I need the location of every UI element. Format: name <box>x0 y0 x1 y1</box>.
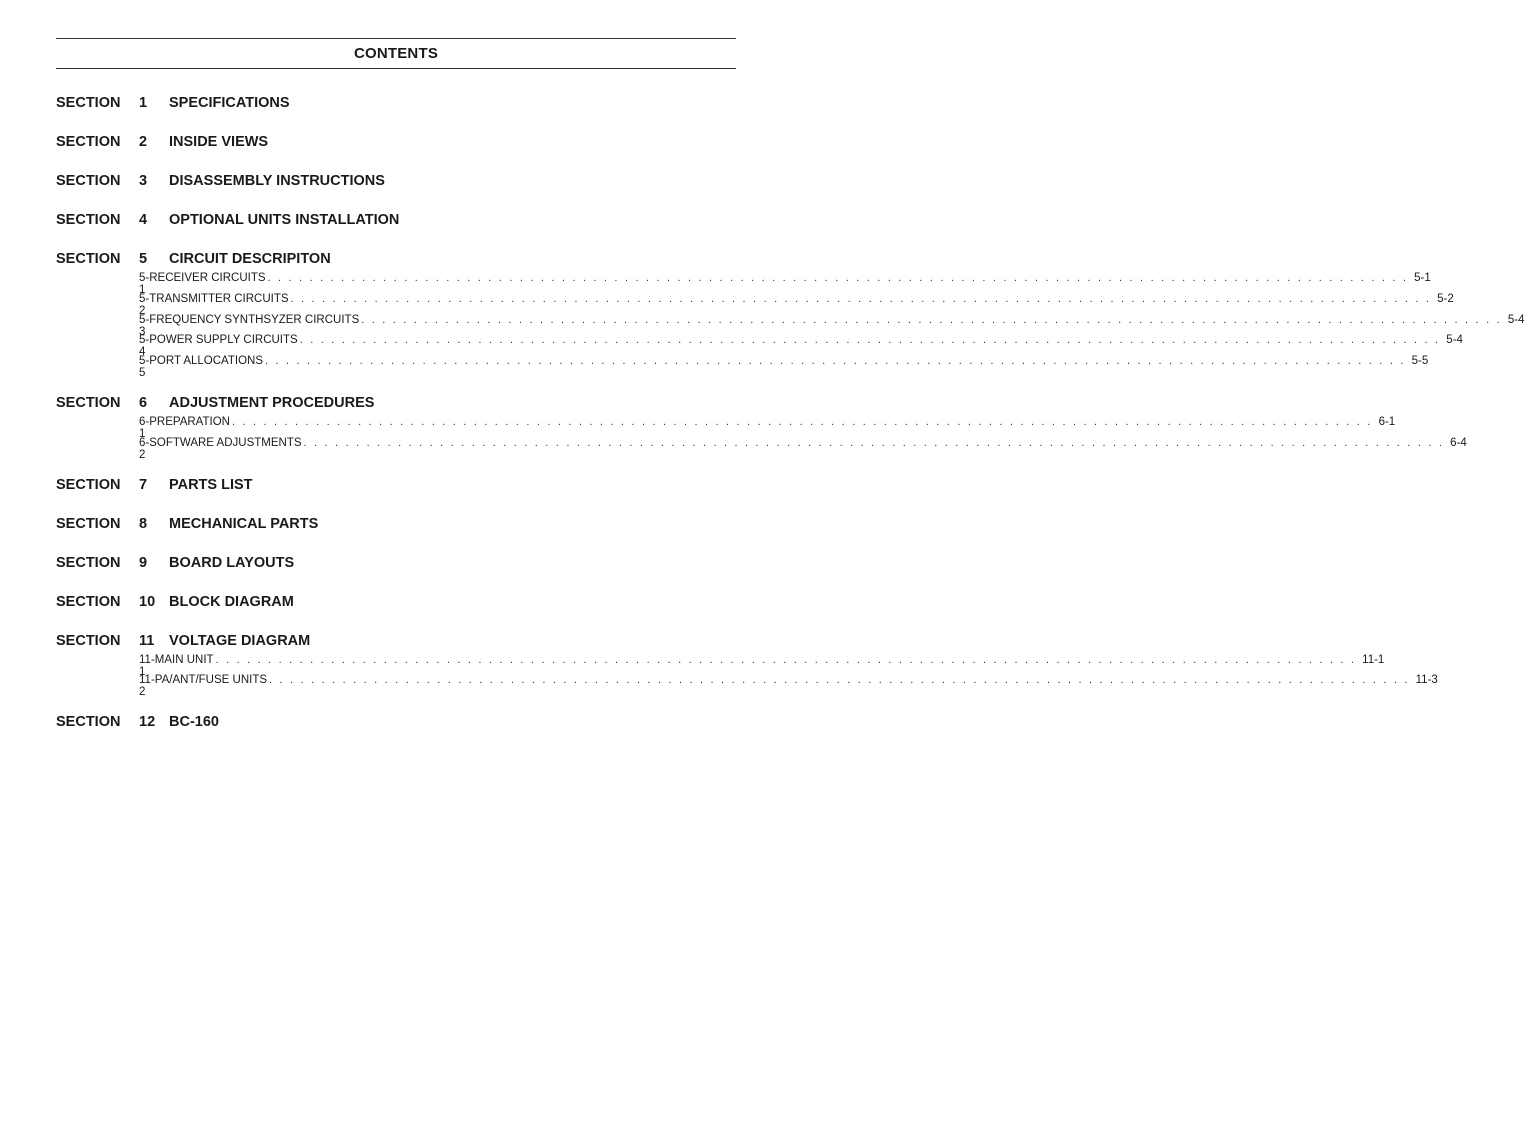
subsection-list <box>56 272 1524 380</box>
section-number: 9 <box>139 554 148 571</box>
section-title: DISASSEMBLY INSTRUCTIONS <box>169 173 385 189</box>
section-label: SECTION <box>56 554 121 571</box>
subsection-entry <box>56 292 1454 317</box>
dot-leader: . . . . . . . . . . . . . . . . . . . . . . . . . . . . . . . . . . . . . . . . . . . . . . . . . . . . . . . . . . . . . . . . . . . . . . . . . . . . . . . . . . . . . . . . . . . . . . . . . . . . . . . . . . . . . <box>290 292 1432 305</box>
subsection-title: PREPARATION <box>149 415 230 428</box>
subsection-title: SOFTWARE ADJUSTMENTS <box>149 436 302 449</box>
section-label: SECTION <box>56 714 121 731</box>
page-number: 5-4 <box>1446 334 1463 347</box>
section-number: 2 <box>139 134 148 150</box>
page-number: 5-4 <box>1507 313 1524 326</box>
subsection-list <box>56 653 1438 699</box>
section-title: BLOCK DIAGRAM <box>169 593 294 610</box>
section-heading <box>56 516 736 536</box>
page-number: 5-1 <box>1414 272 1431 284</box>
subsection-number: 11-1 <box>139 653 155 678</box>
subsection-number: 5-2 <box>139 292 150 317</box>
toc-section <box>56 134 736 154</box>
section-number: 11 <box>139 632 155 649</box>
subsection-entry <box>56 674 1438 699</box>
subsection-number: 6-1 <box>139 415 150 440</box>
subsection-entry <box>56 436 1467 461</box>
toc-section <box>56 477 736 497</box>
subsection-number: 5-3 <box>139 313 150 338</box>
section-number: 1 <box>139 95 148 111</box>
table-of-contents <box>56 95 1524 753</box>
section-title: INSIDE VIEWS <box>169 134 269 150</box>
dot-leader: . . . . . . . . . . . . . . . . . . . . . . . . . . . . . . . . . . . . . . . . . . . . . . . . . . . . . . . . . . . . . . . . . . . . . . . . . . . . . . . . . . . . . . . . . . . . . . . . . . . . . . . . . . . . . <box>265 355 1406 368</box>
section-heading <box>56 173 736 193</box>
section-number: 12 <box>139 714 156 731</box>
section-title: VOLTAGE DIAGRAM <box>169 632 311 649</box>
page-number: 11-1 <box>1362 653 1385 666</box>
page-number: 6-4 <box>1450 436 1467 449</box>
section-title: CIRCUIT DESCRIPITON <box>169 251 331 267</box>
subsection-entry <box>56 653 1385 678</box>
section-heading <box>56 714 736 734</box>
section-title: OPTIONAL UNITS INSTALLATION <box>169 212 400 228</box>
section-heading <box>56 594 736 614</box>
subsection-entry <box>56 415 1396 440</box>
section-heading <box>56 555 736 575</box>
section-heading <box>56 134 736 154</box>
section-number: 4 <box>139 212 148 228</box>
section-title: ADJUSTMENT PROCEDURES <box>169 394 375 411</box>
top-rule <box>56 38 736 39</box>
section-heading <box>56 633 736 653</box>
section-number: 3 <box>139 173 148 189</box>
subsection-title: PORT ALLOCATIONS <box>149 355 263 368</box>
section-heading <box>56 95 736 115</box>
subsection-title: MAIN UNIT <box>154 653 214 666</box>
dot-leader: . . . . . . . . . . . . . . . . . . . . . . . . . . . . . . . . . . . . . . . . . . . . . . . . . . . . . . . . . . . . . . . . . . . . . . . . . . . . . . . . . . . . . . . . . . . . . . . . . . . . . . . . . . . . . <box>361 313 1502 326</box>
subsection-title: TRANSMITTER CIRCUITS <box>149 292 289 305</box>
section-number: 6 <box>139 394 148 411</box>
toc-section <box>56 173 736 193</box>
dot-leader: . . . . . . . . . . . . . . . . . . . . . . . . . . . . . . . . . . . . . . . . . . . . . . . . . . . . . . . . . . . . . . . . . . . . . . . . . . . . . . . . . . . . . . . . . . . . . . . . . . . . . . . . . . . . . <box>299 334 1441 347</box>
section-label: SECTION <box>56 212 121 228</box>
section-title: BC-160 <box>169 714 219 731</box>
section-label: SECTION <box>56 593 121 610</box>
section-number: 5 <box>139 251 148 267</box>
section-title: BOARD LAYOUTS <box>169 554 295 571</box>
subsection-title: PA/ANT/FUSE UNITS <box>154 674 268 687</box>
dot-leader: . . . . . . . . . . . . . . . . . . . . . . . . . . . . . . . . . . . . . . . . . . . . . . . . . . . . . . . . . . . . . . . . . . . . . . . . . . . . . . . . . . . . . . . . . . . . . . . . . . . . . . . . . . . . . <box>231 415 1373 428</box>
section-label: SECTION <box>56 251 121 267</box>
subsection-number: 6-2 <box>139 436 150 461</box>
section-heading <box>56 477 736 497</box>
section-label: SECTION <box>56 173 121 189</box>
bottom-rule <box>56 68 736 69</box>
section-number: 10 <box>139 593 156 610</box>
toc-section <box>56 632 1438 699</box>
toc-section <box>56 594 736 614</box>
subsection-title: RECEIVER CIRCUITS <box>149 272 266 284</box>
section-label: SECTION <box>56 394 121 411</box>
page-number: 5-5 <box>1411 355 1429 368</box>
subsection-number: 5-1 <box>139 272 150 296</box>
page-number: 11-3 <box>1415 674 1438 687</box>
section-label: SECTION <box>56 95 121 111</box>
subsection-number: 11-2 <box>139 674 155 699</box>
subsection-title: POWER SUPPLY CIRCUITS <box>149 334 298 347</box>
subsection-title: FREQUENCY SYNTHSYZER CIRCUITS <box>149 313 360 326</box>
subsection-entry <box>56 272 1431 296</box>
section-heading <box>56 212 736 232</box>
section-label: SECTION <box>56 134 121 150</box>
subsection-entry <box>56 355 1429 380</box>
toc-section <box>56 714 736 734</box>
section-title: MECHANICAL PARTS <box>169 515 319 532</box>
subsection-entry <box>56 313 1524 338</box>
dot-leader: . . . . . . . . . . . . . . . . . . . . . . . . . . . . . . . . . . . . . . . . . . . . . . . . . . . . . . . . . . . . . . . . . . . . . . . . . . . . . . . . . . . . . . . . . . . . . . . . . . . . . . . . . . . . . <box>269 674 1410 687</box>
toc-section <box>56 251 1524 380</box>
toc-section <box>56 212 736 232</box>
subsection-number: 5-5 <box>139 355 150 380</box>
section-heading <box>56 251 736 271</box>
toc-section <box>56 516 736 536</box>
toc-section <box>56 95 736 115</box>
dot-leader: . . . . . . . . . . . . . . . . . . . . . . . . . . . . . . . . . . . . . . . . . . . . . . . . . . . . . . . . . . . . . . . . . . . . . . . . . . . . . . . . . . . . . . . . . . . . . . . . . . . . . . . . . . . . . <box>215 653 1357 666</box>
section-number: 8 <box>139 515 148 532</box>
section-heading <box>56 395 736 415</box>
subsection-list <box>56 415 1467 461</box>
subsection-entry <box>56 334 1463 359</box>
toc-section <box>56 555 736 575</box>
page-title: CONTENTS <box>353 45 439 62</box>
page-number: 5-2 <box>1437 292 1454 305</box>
dot-leader: . . . . . . . . . . . . . . . . . . . . . . . . . . . . . . . . . . . . . . . . . . . . . . . . . . . . . . . . . . . . . . . . . . . . . . . . . . . . . . . . . . . . . . . . . . . . . . . . . . . . . . . . . . . . . <box>267 272 1409 284</box>
section-title: PARTS LIST <box>169 476 253 493</box>
section-label: SECTION <box>56 515 121 532</box>
page-number: 6-1 <box>1378 415 1396 428</box>
section-number: 7 <box>139 476 148 493</box>
section-title: SPECIFICATIONS <box>169 95 290 111</box>
section-label: SECTION <box>56 476 121 493</box>
toc-section <box>56 394 1467 461</box>
section-label: SECTION <box>56 632 121 649</box>
subsection-number: 5-4 <box>139 334 150 359</box>
dot-leader: . . . . . . . . . . . . . . . . . . . . . . . . . . . . . . . . . . . . . . . . . . . . . . . . . . . . . . . . . . . . . . . . . . . . . . . . . . . . . . . . . . . . . . . . . . . . . . . . . . . . . . . . . . . . . <box>303 436 1445 449</box>
